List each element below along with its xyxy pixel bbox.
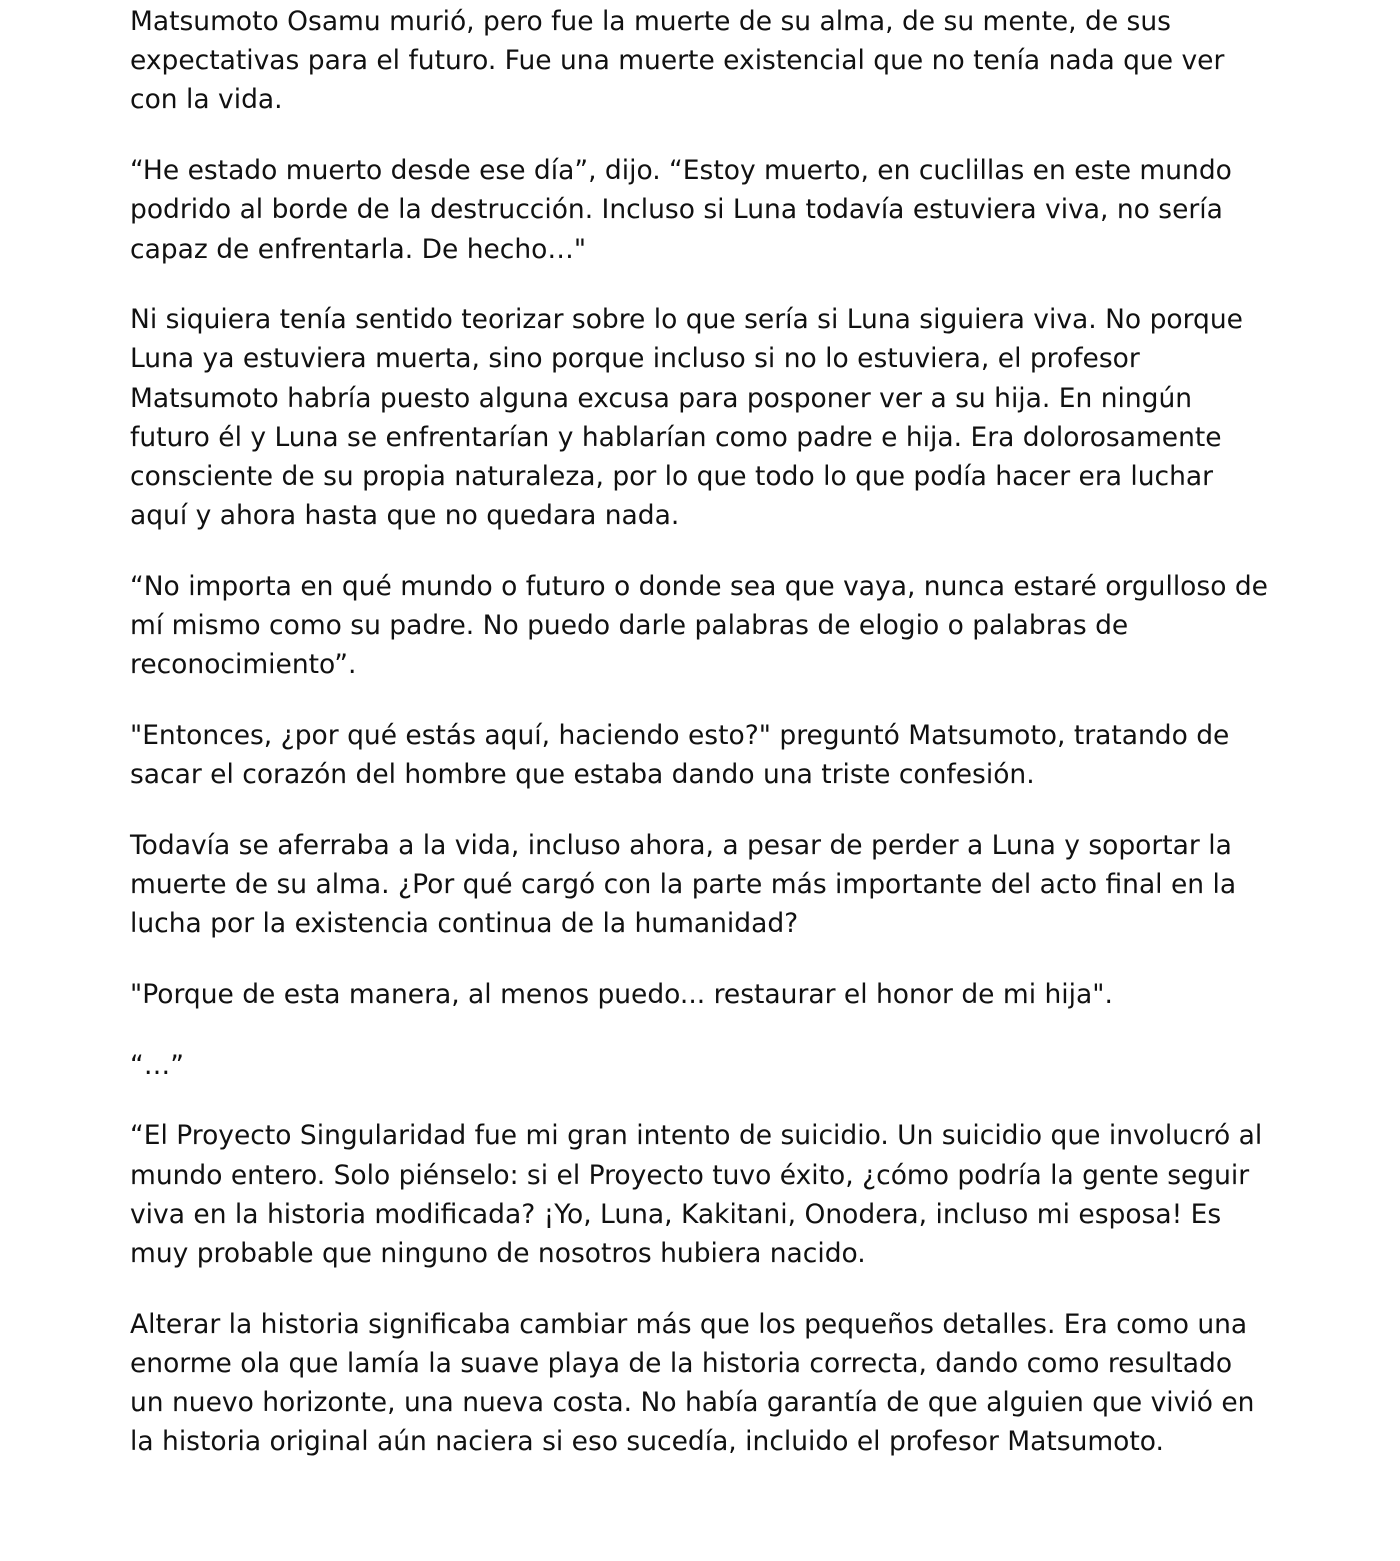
paragraph-10: Alterar la historia significaba cambiar más que los pequeños detalles. Era como una enorme ola que lamía la suave playa de la historia correcta, dando como resultado un nuevo horizonte, una nueva costa. No había garantía de que alguien que vivió en la historia original aún naciera si eso sucedía, incluido el profesor Matsumoto. xyxy=(130,1308,1255,1458)
paragraph-4: “No importa en qué mundo o futuro o donde sea que vaya, nunca estaré orgulloso de mí mismo como su padre. No puedo darle palabras de elogio o palabras de reconocimiento”. xyxy=(130,570,1268,681)
paragraph-7: "Porque de esta manera, al menos puedo... restaurar el honor de mi hija". xyxy=(130,979,1113,1011)
paragraph-1: Matsumoto Osamu murió, pero fue la muerte de su alma, de su mente, de sus expectativas para el futuro. Fue una muerte existencial que no tenía nada que ver con la vida. xyxy=(130,6,1225,116)
paragraph-5: "Entonces, ¿por qué estás aquí, haciendo esto?" preguntó Matsumoto, tratando de sacar el corazón del hombre que estaba dando una triste confesión. xyxy=(130,720,1230,791)
paragraph-6: Todavía se aferraba a la vida, incluso ahora, a pesar de perder a Luna y soportar la muerte de su alma. ¿Por qué cargó con la parte más importante del acto final en la lucha por la existencia continua de la humanidad? xyxy=(130,829,1237,940)
paragraph-8: “…” xyxy=(130,1049,184,1081)
paragraph-9: “El Proyecto Singularidad fue mi gran intento de suicidio. Un suicidio que involucró al mundo entero. Solo piénselo: si el Proyecto tuvo éxito, ¿cómo podría la gente seguir viva en la historia modificada? ¡Yo, Luna, Kakitani, Onodera, incluso mi esposa! Es muy probable que ninguno de nosotros hubiera nacido. xyxy=(130,1120,1263,1270)
paragraph-2: “He estado muerto desde ese día”, dijo. “Estoy muerto, en cuclillas en este mundo podrido al borde de la destrucción. Incluso si Luna todavía estuviera viva, no sería capaz de enfrentarla. De hecho…" xyxy=(130,155,1232,265)
paragraph-3: Ni siquiera tenía sentido teorizar sobre lo que sería si Luna siguiera viva. No porque Luna ya estuviera muerta, sino porque incluso si no lo estuviera, el profesor Matsumoto habría puesto alguna excusa para posponer ver a su hija. En ningún futuro él y Luna se enfrentarían y hablarían como padre e hija. Era dolorosamente consciente de su propia naturaleza, por lo que todo lo que podía hacer era luchar aquí y ahora hasta que no quedara nada. xyxy=(130,304,1243,532)
document-page xyxy=(130,2,1270,1493)
